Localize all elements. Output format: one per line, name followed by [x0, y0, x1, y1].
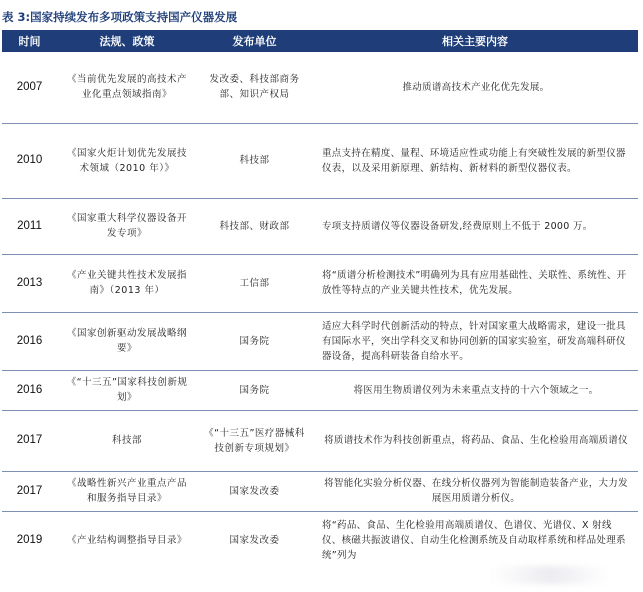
cell-content: 将智能化实验分析仪器、在线分析仪器列为智能制造装备产业，大力发展医用质谱分析仪。 [312, 471, 638, 511]
cell-content: 专项支持质谱仪等仪器设备研发,经费原则上不低于 2000 万。 [312, 198, 638, 254]
cell-content: 将质谱技术作为科技创新重点，将药品、食品、生化检验用高端质谱仪 [312, 410, 638, 471]
cell-content: 将“药品、食品、生化检验用高端质谱仪、色谱仪、光谱仪、X 射线仪、核磁共振波谱仪、自动生化检测系统及自动取样系统和样品处理系统”列为 [322, 519, 626, 561]
cell-policy: 《当前优先发展的高技术产业化重点领域指南》 [57, 52, 197, 123]
cell-unit: 发改委、科技部商务部、知识产权局 [197, 52, 312, 123]
cell-year: 2010 [2, 123, 57, 198]
cell-unit: 国务院 [197, 312, 312, 370]
blurred-watermark [490, 566, 610, 584]
cell-unit: 《“十三五”医疗器械科技创新专项规划》 [197, 410, 312, 471]
cell-policy: 《战略性新兴产业重点产品和服务指导目录》 [57, 471, 197, 511]
cell-content: 推动质谱高技术产业化优先发展。 [312, 52, 638, 123]
cell-policy: 科技部 [57, 410, 197, 471]
cell-year: 2011 [2, 198, 57, 254]
cell-content: 适应大科学时代创新活动的特点，针对国家重大战略需求，建设一批具有国际水平，突出学科交叉和协同创新的国家实验室，研发高端科研仪器设备，提高科研装备自给水平。 [312, 312, 638, 370]
table-row [2, 410, 638, 471]
header-content: 相关主要内容 [312, 30, 638, 52]
cell-year: 2016 [2, 312, 57, 370]
cell-unit: 科技部、财政部 [197, 198, 312, 254]
cell-policy: 《国家创新驱动发展战略纲要》 [57, 312, 197, 370]
policy-table [2, 30, 638, 569]
cell-year: 2017 [2, 471, 57, 511]
cell-policy: 《产业关键共性技术发展指南》（2013 年） [57, 254, 197, 312]
cell-content: 将医用生物质谱仪列为未来重点支持的十六个领域之一。 [312, 370, 638, 410]
table-row [2, 52, 638, 123]
cell-policy: 《产业结构调整指导目录》 [66, 534, 187, 546]
table-row [2, 312, 638, 370]
cell-unit: 工信部 [197, 254, 312, 312]
cell-year: 2016 [2, 370, 57, 410]
cell-content: 重点支持在精度、量程、环境适应性或功能上有突破性发展的新型仪器仪表，以及采用新原理、新结构、新材料的新型仪器仪表。 [312, 123, 638, 198]
table-row [2, 471, 638, 511]
table-row [2, 370, 638, 410]
cell-unit: 科技部 [197, 123, 312, 198]
cell-policy: 《“十三五”国家科技创新规划》 [57, 370, 197, 410]
table-header-row [2, 30, 638, 52]
cell-year: 2007 [2, 52, 57, 123]
header-policy: 法规、政策 [57, 30, 197, 52]
cell-year: 2019 [16, 533, 43, 546]
cell-unit: 国家发改委 [197, 471, 312, 511]
cell-policy: 《国家重大科学仪器设备开发专项》 [57, 198, 197, 254]
table-row [2, 511, 638, 569]
header-unit: 发布单位 [197, 30, 312, 52]
table-row [2, 254, 638, 312]
table-caption: 表 3:国家持续发布多项政策支持国产仪器发展 [2, 10, 238, 24]
table-row [2, 198, 638, 254]
cell-content: 将“质谱分析检测技术”明确列为具有应用基础性、关联性、系统性、开放性等特点的产业关键共性技术，优先发展。 [312, 254, 638, 312]
cell-policy: 《国家火炬计划优先发展技术领域（2010 年）》 [57, 123, 197, 198]
cell-year: 2013 [2, 254, 57, 312]
table-row [2, 123, 638, 198]
cell-year: 2017 [2, 410, 57, 471]
cell-unit: 国务院 [197, 370, 312, 410]
header-year: 时间 [2, 30, 57, 52]
cell-unit: 国家发改委 [229, 534, 280, 546]
